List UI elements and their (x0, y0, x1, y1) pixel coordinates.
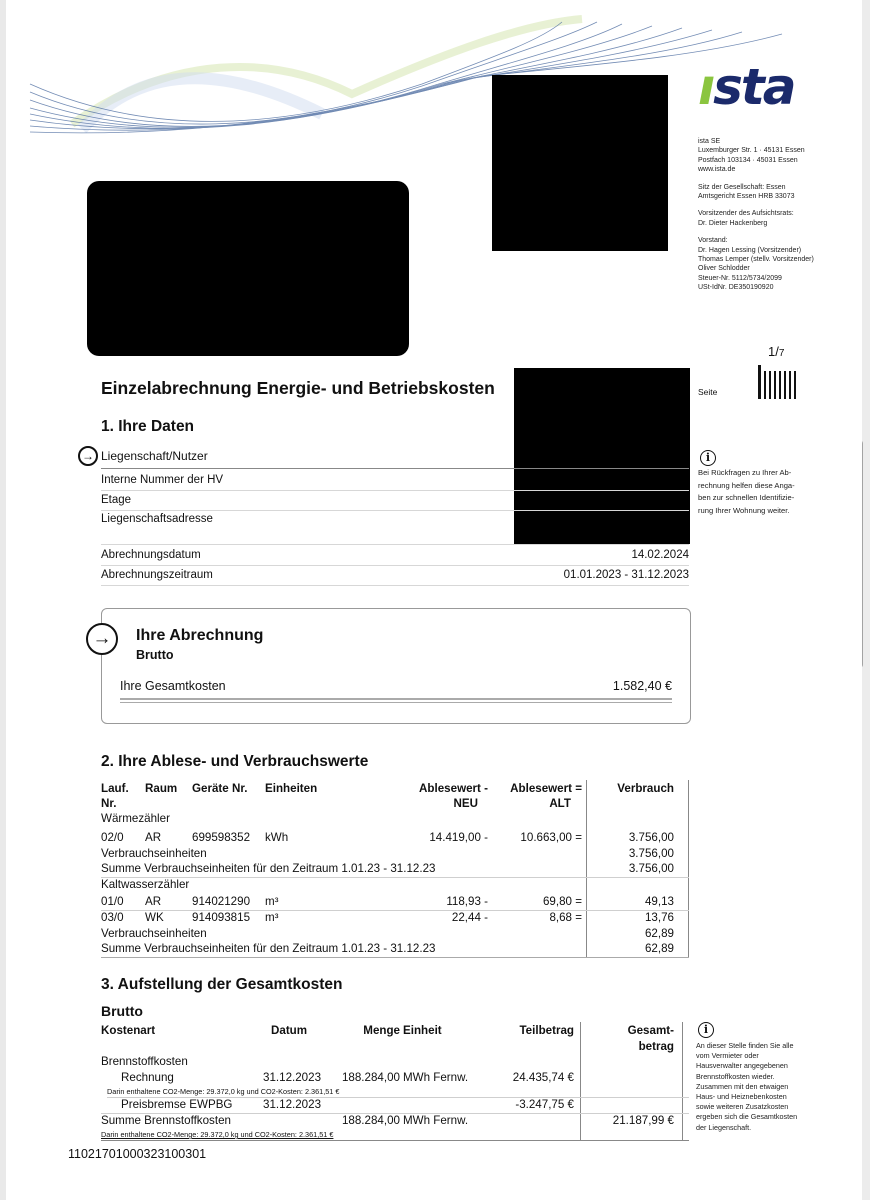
abrechnungszeitraum-value: 01.01.2023 - 31.12.2023 (563, 569, 689, 581)
section-3-subheading: Brutto (101, 1003, 143, 1019)
total-cost-label: Ihre Gesamtkosten (120, 679, 226, 693)
summary-box (101, 608, 691, 724)
document-id: 11021701000323100301 (68, 1147, 207, 1161)
ista-logo: ısta (698, 58, 795, 116)
info-note-kosten: An dieser Stelle finden Sie alle vom Vermieter oder Hausverwalter angegebenen Brennstoffkosten wieder. Zusammen mit den etwaigen Haus- und Heiznebenkosten sowie weiteren Zusatzkosten ergeben sich die Gesamtkosten der Liegenschaft. (696, 1041, 798, 1132)
double-rule (120, 698, 672, 703)
arrow-right-icon: → (86, 623, 118, 655)
arrow-right-icon: → (78, 446, 98, 466)
data-row-adresse: Liegenschaftsadresse (101, 510, 689, 545)
redacted-recipient-address (87, 181, 409, 356)
data-row-abrechnungszeitraum: Abrechnungszeitraum 01.01.2023 - 31.12.2023 (101, 566, 689, 586)
meter-group-label: Kaltwasserzähler (101, 878, 190, 891)
info-icon: i (698, 1022, 714, 1038)
page-number: 1/7 (768, 344, 785, 359)
data-row-abrechnungsdatum: Abrechnungsdatum 14.02.2024 (101, 546, 689, 566)
page-label: Seite (698, 387, 718, 397)
info-note-daten: Bei Rückfragen zu Ihrer Ab- rechnung helfen diese Anga- ben zur schnellen Identifizie- rung Ihrer Wohnung weiter. (698, 468, 795, 515)
document-title: Einzelabrechnung Energie- und Betriebskosten (101, 378, 495, 398)
company-register: Sitz der Gesellschaft: Essen Amtsgericht Essen HRB 33073 (698, 183, 795, 201)
summary-subtitle: Brutto (136, 648, 174, 662)
data-row-interne-nummer: Interne Nummer der HV (101, 471, 689, 491)
page-barcode-icon (758, 367, 796, 399)
section-2-heading: 2. Ihre Ablese- und Verbrauchswerte (101, 753, 369, 770)
abrechnungsdatum-value: 14.02.2024 (631, 549, 689, 561)
document-page: ısta ista SE Luxemburger Str. 1 · 45131 Essen Postfach 103134 · 45031 Essen www.ista.de Sitz der Gesellschaft: Essen Amtsgericht Essen HRB 33073 Vorsitzender des Aufsichtsrats: Dr. Dieter Hackenberg Vorstand: Dr. Hagen Lessing (Vorsitzender) Thomas Lemper (stellv. Vorsitzender) Oliver Schlodder Steuer-Nr. 5112/5734/2099 USt-IdNr. DE350190920 1/7 Seite Einzelabrechnung Energie- und Betriebskosten 1. Ihre Daten → Liegenschaft/Nutzer Interne Nummer der HV Etage Liegenschaftsadresse Abrechnungsdatum 14.02.2024 Abrechnungszeitraum 01.01.2023 - 31.12.2023 i Bei Rückfragen zu Ihrer Ab- rechnung helfen diese Anga- ben zur schnellen Identifizie- rung Ihrer Wohnung weiter. Ihre Abrechnung Brutto Ihre Gesamtkosten 1.582,40 € → 2. Ihre Ablese- und Verbrauchswerte Lauf. Nr. Raum Geräte Nr. Einheiten Ablesewert - NEU Ablesewert = ALT Verbrauch Wärmezähler 02/0 AR 699598352 kWh 14.419,00 - 10.663,00 = 3.756,00 Verbrauchseinheiten 3.756,00 Summe Verbrauchseinheiten für den Zeitraum 1.01.23 - 31.12.23 3.756,00 Kaltwasserzähler 01/0 AR 914021290 m³ 118,93 - 69,80 = 49,13 03/0 WK 914093815 m³ 22,44 - 8,68 = 13,76 Verbrauchseinheiten 62,89 Summe Verbrauchseinheiten für den Zeitraum 1.01.23 - 31.12.23 62,89 3. Aufstellung der Gesamtkosten Brutto Kostenart Datum Menge Einheit Teilbetrag Gesamt- betrag Brennstoffkosten Rechnung 31.12.2023 188.284,00 MWh Fernw. 24.435,74 € Darin enthaltene CO2-Menge: 29.372,0 kg und CO2-Kosten: 2.361,51 € Preisbremse EWPBG 31.12.2023 -3.247,75 € Summe Brennstoffkosten 188.284,00 MWh Fernw. 21.187,99 € Darin enthaltene CO2-Menge: 29.372,0 kg und CO2-Kosten: 2.361,51 € i An dieser Stelle finden Sie alle vom Vermieter oder Hausverwalter angegebenen Brennstoffkosten wieder. Zusammen mit den etwaigen Haus- und Heiznebenkosten sowie weiteren Zusatzkosten ergeben sich die Gesamtkosten der Liegenschaft. 11021701000323100301 (6, 0, 862, 1200)
section-1-heading: 1. Ihre Daten (101, 418, 195, 435)
summary-title: Ihre Abrechnung (136, 627, 264, 644)
data-row-liegenschaft: Liegenschaft/Nutzer (101, 447, 689, 469)
redacted-barcode-area (492, 75, 668, 251)
data-row-etage: Etage (101, 491, 689, 511)
meter-group-label: Wärmezähler (101, 812, 170, 825)
company-website-link[interactable]: www.ista.de (698, 166, 736, 174)
section-3-heading: 3. Aufstellung der Gesamtkosten (101, 976, 343, 993)
company-info (698, 137, 848, 293)
company-board: Vorsitzender des Aufsichtsrats: Dr. Dieter Hackenberg (698, 210, 794, 227)
company-executives: Vorstand: Dr. Hagen Lessing (Vorsitzender) Thomas Lemper (stellv. Vorsitzender) Oliver Schlodder Steuer-Nr. 5112/5734/2099 USt-IdNr. DE350190920 (698, 237, 814, 292)
header-wave-graphic (22, 14, 802, 134)
company-address: ista SE Luxemburger Str. 1 · 45131 Essen Postfach 103134 · 45031 Essen www.ista.de (698, 137, 848, 175)
scrollbar-track[interactable] (862, 0, 870, 1200)
info-icon: i (700, 450, 716, 466)
total-cost-amount: 1.582,40 € (612, 679, 672, 693)
